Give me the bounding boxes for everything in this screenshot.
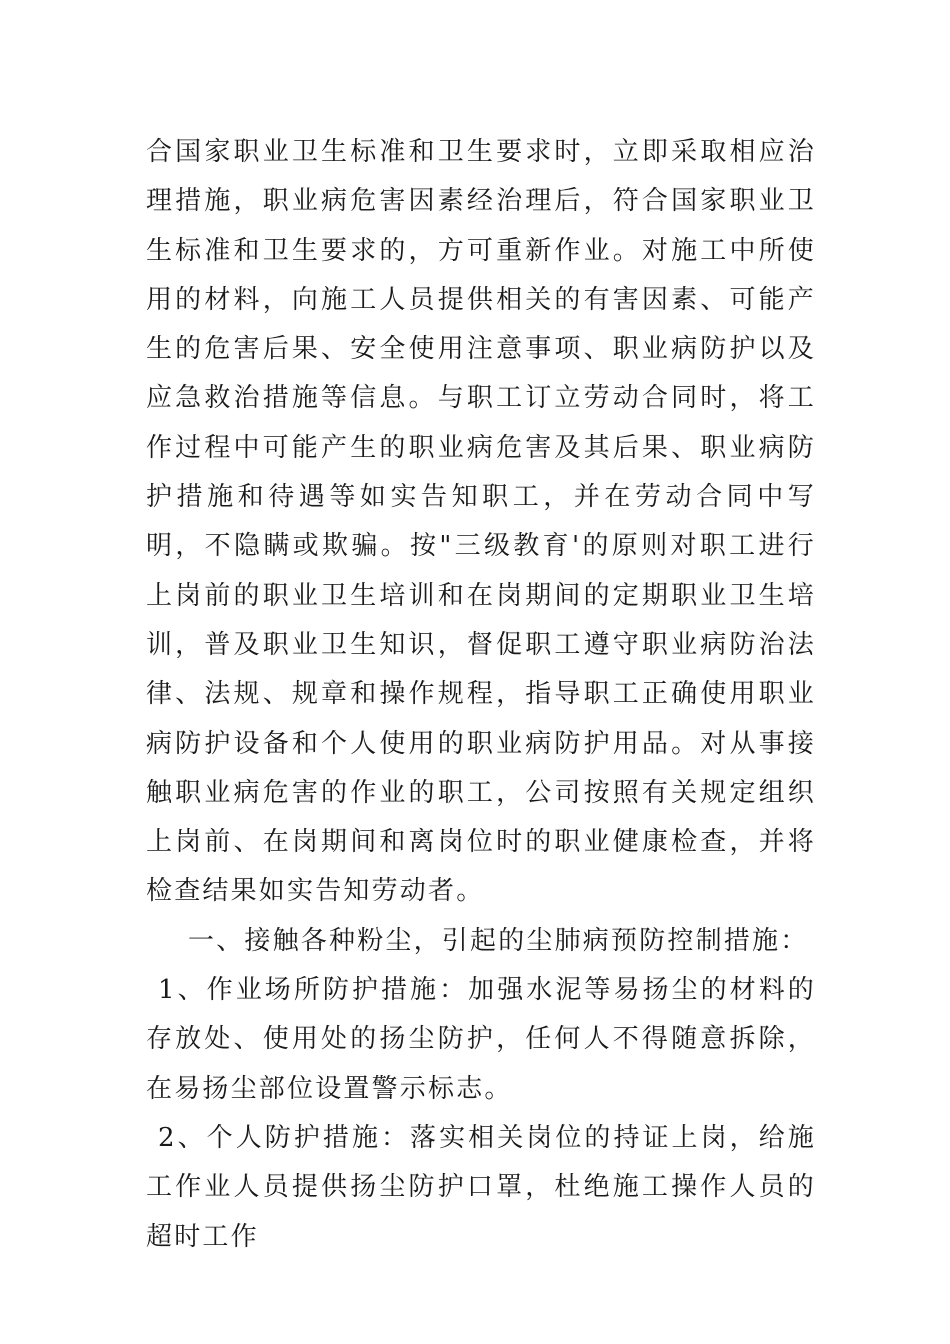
list-item: 1、作业场所防护措施：加强水泥等易扬尘的材料的存放处、使用处的扬尘防护，任何人不得随意拆除，在易扬尘部位设置警示标志。 [146, 975, 816, 1104]
list-item: 2、个人防护措施：落实相关岗位的持证上岗，给施工作业人员提供扬尘防护口罩，杜绝施工操作人员的超时工作 [146, 1122, 816, 1252]
document-body [146, 128, 816, 1262]
section-heading: 一、接触各种粉尘，引起的尘肺病预防控制措施： [188, 925, 809, 956]
body-paragraph: 合国家职业卫生标准和卫生要求时，立即采取相应治理措施，职业病危害因素经治理后，符合国家职业卫生标准和卫生要求的，方可重新作业。对施工中所使用的材料，向施工人员提供相关的有害因素、可能产生的危害后果、安全使用注意事项、职业病防护以及应急救治措施等信息。与职工订立劳动合同时，将工作过程中可能产生的职业病危害及其后果、职业病防护措施和待遇等如实告知职工，并在劳动合同中写明，不隐瞒或欺骗。按"三级教育'的原则对职工进行上岗前的职业卫生培训和在岗期间的定期职业卫生培训，普及职业卫生知识，督促职工遵守职业病防治法律、法规、规章和操作规程，指导职工正确使用职业病防护设备和个人使用的职业病防护用品。对从事接触职业病危害的作业的职工，公司按照有关规定组织上岗前、在岗期间和离岗位时的职业健康检查，并将检查结果如实告知劳动者。 [146, 137, 816, 907]
